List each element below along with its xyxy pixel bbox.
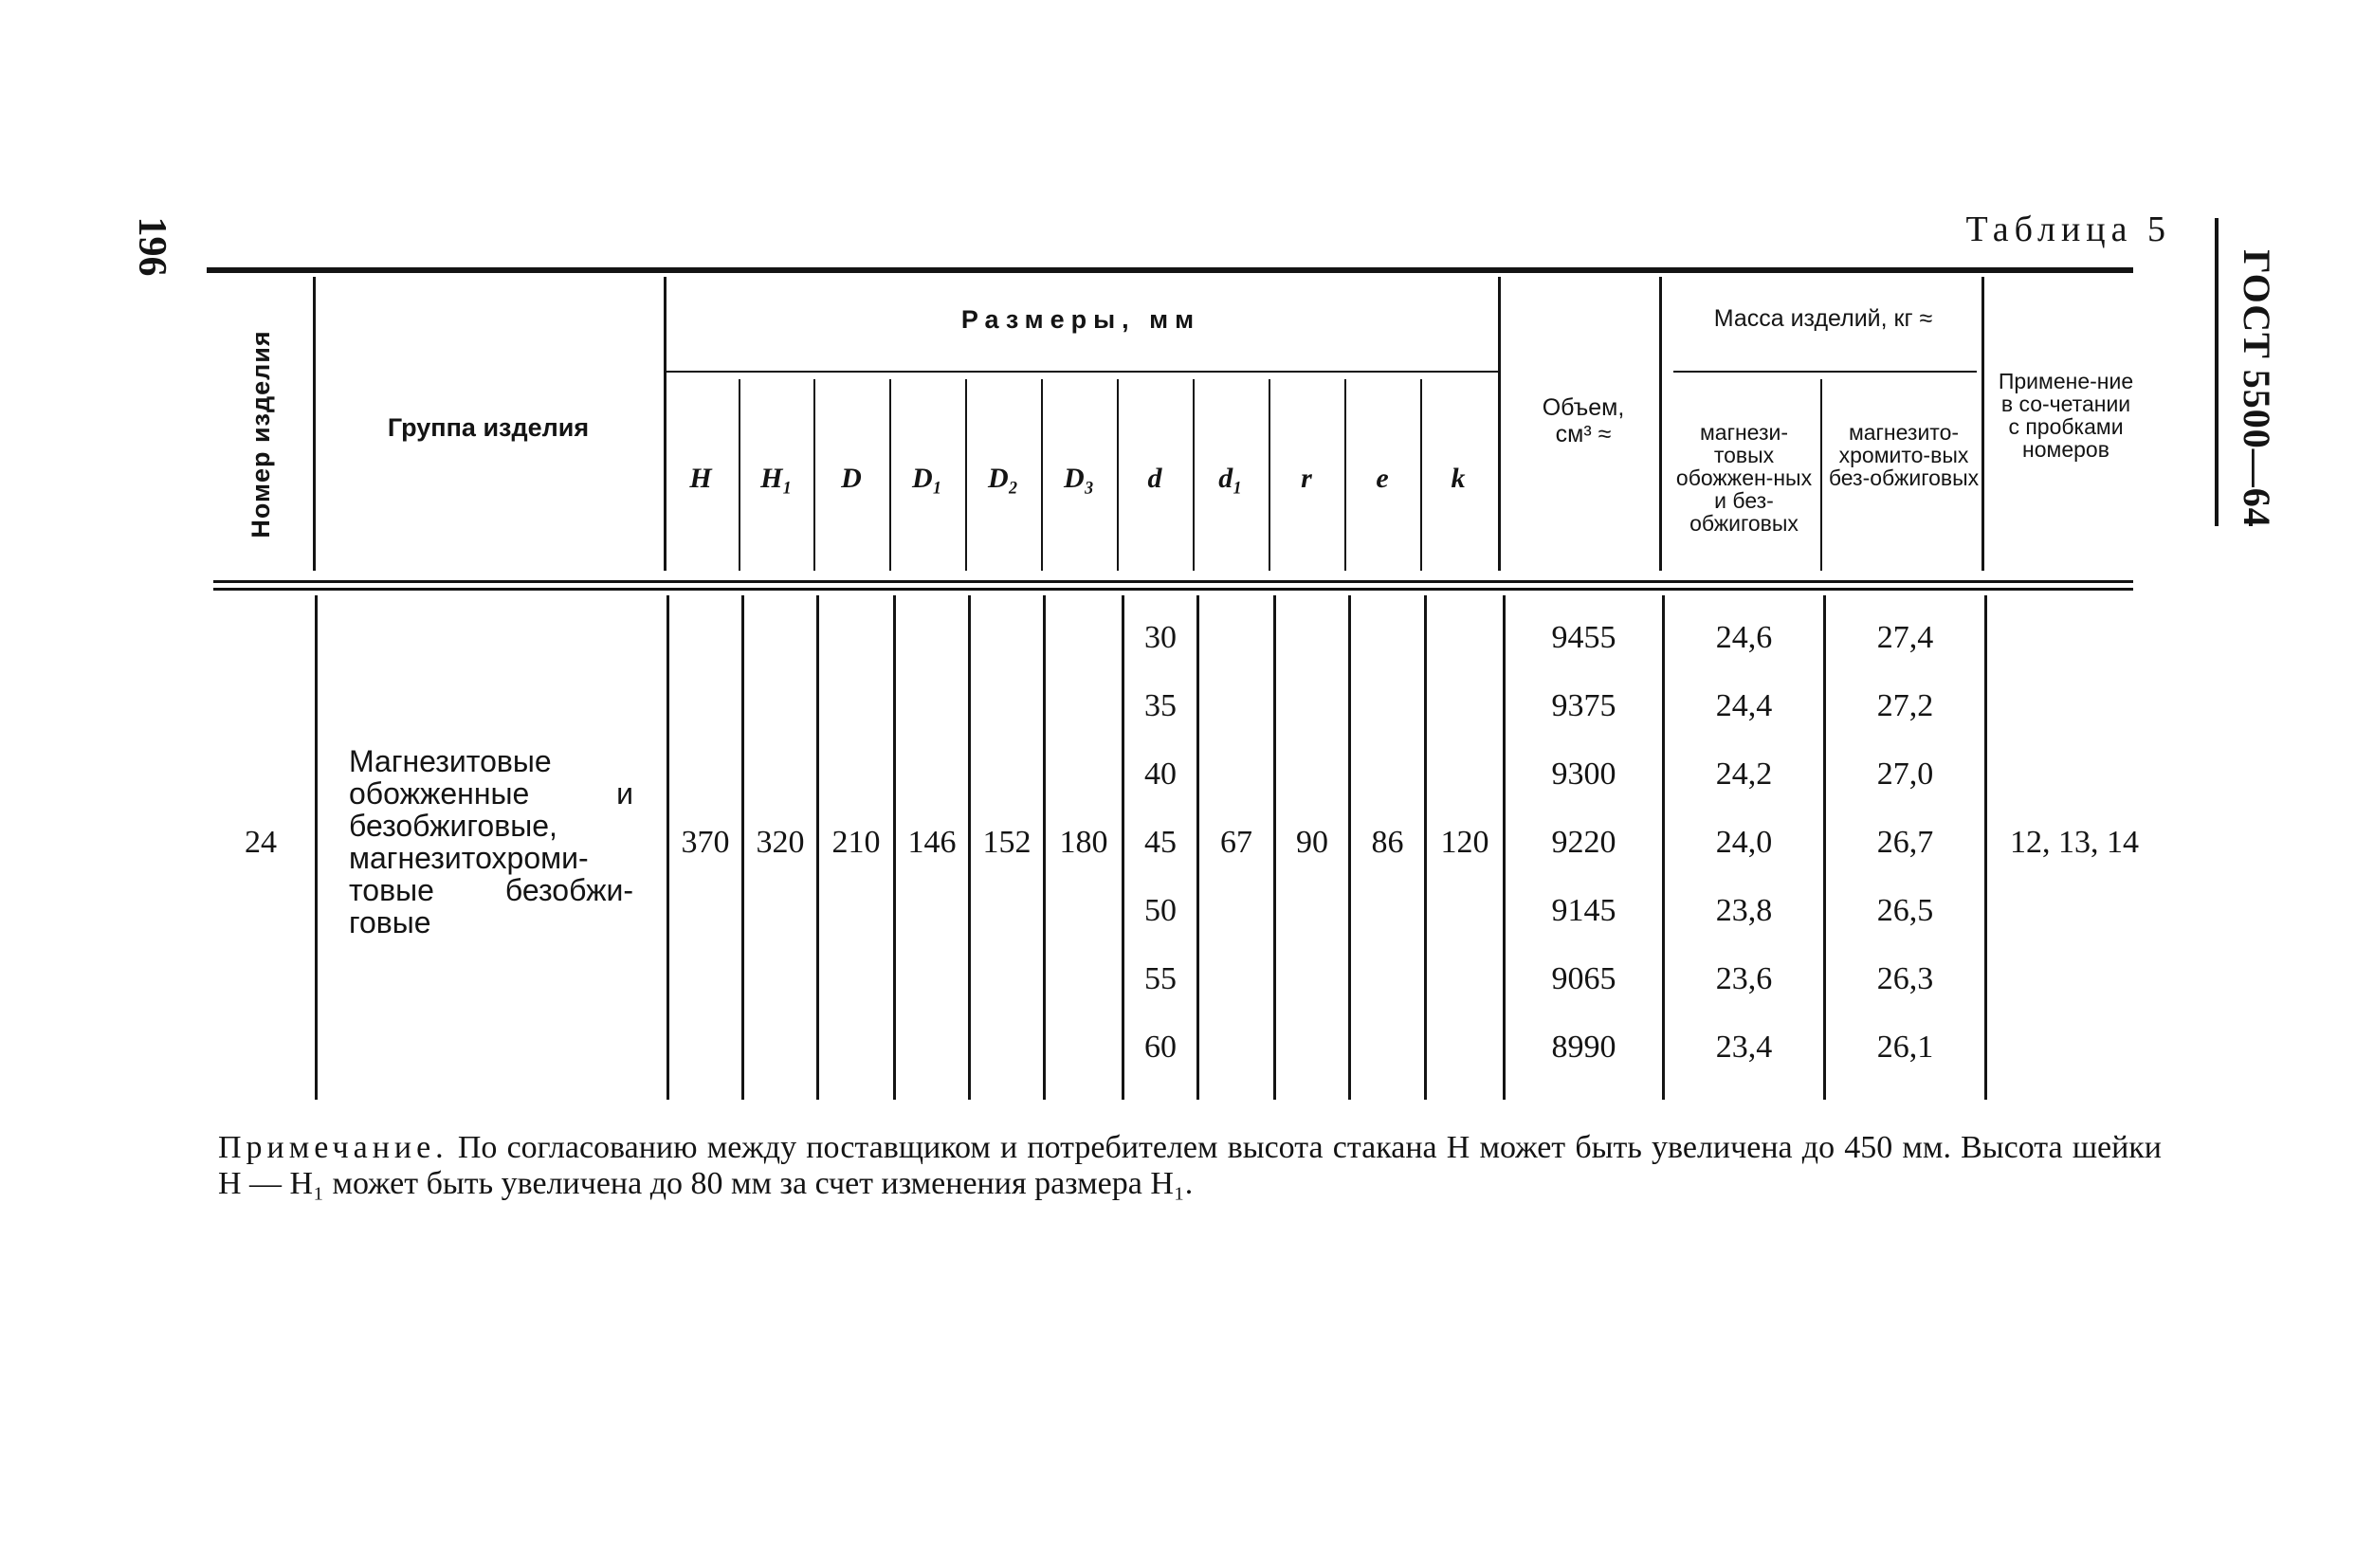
header-volume: Объем, см³ ≈ xyxy=(1542,394,1625,447)
symbol-k: k xyxy=(1451,463,1466,494)
symbol-e: e xyxy=(1376,463,1389,494)
cell-d: 30 xyxy=(1144,620,1177,655)
header-bottom-rule xyxy=(213,580,2133,583)
cell-d: 60 xyxy=(1144,1030,1177,1065)
cell-volume: 9375 xyxy=(1551,688,1616,723)
header-dimensions: Размеры, мм xyxy=(960,305,1201,334)
cell-volume: 9145 xyxy=(1551,893,1616,928)
cell-k: 120 xyxy=(1440,825,1489,860)
col-divider xyxy=(1420,379,1422,571)
symbol-D: D xyxy=(841,463,862,494)
cell-mass-magnesite: 24,6 xyxy=(1715,620,1773,655)
cell-volume: 9065 xyxy=(1551,961,1616,996)
symbol-D1: D₁ xyxy=(911,463,943,494)
header-item-number: Номер изделия xyxy=(247,330,275,538)
cell-mass-magnesite: 23,4 xyxy=(1715,1030,1773,1065)
cell-volume: 8990 xyxy=(1551,1030,1616,1065)
header-group: Группа изделия xyxy=(387,413,590,442)
header-mass-magnesite-chromite: магнезито-хромито-вых без-обжиговых xyxy=(1828,420,1980,490)
col-divider xyxy=(1344,379,1346,571)
col-divider xyxy=(1498,277,1501,571)
col-divider xyxy=(1041,379,1043,571)
col-divider xyxy=(1193,379,1195,571)
cell-mass-magnesite: 24,2 xyxy=(1715,757,1773,792)
gost-bar xyxy=(2215,218,2219,526)
cell-volume: 9300 xyxy=(1551,757,1616,792)
cell-mass-magnesite-chromite: 26,3 xyxy=(1876,961,1934,996)
col-divider xyxy=(315,595,318,1100)
cell-mass-magnesite: 23,6 xyxy=(1715,961,1773,996)
col-divider xyxy=(313,277,316,571)
cell-mass-magnesite-chromite: 26,1 xyxy=(1876,1030,1934,1065)
cell-group-name: Магнезитовые обожженные и безобжиговые, магнезитохроми-товые безобжи-говые xyxy=(349,744,633,939)
cell-mass-magnesite-chromite: 26,7 xyxy=(1876,825,1934,860)
cell-d: 50 xyxy=(1144,893,1177,928)
cell-mass-magnesite-chromite: 26,5 xyxy=(1876,893,1934,928)
cell-D1: 146 xyxy=(907,825,957,860)
cell-D2: 152 xyxy=(982,825,1032,860)
cell-D: 210 xyxy=(831,825,881,860)
cell-mass-magnesite: 24,4 xyxy=(1715,688,1773,723)
symbol-r: r xyxy=(1301,463,1312,494)
cell-volume: 9455 xyxy=(1551,620,1616,655)
cell-volume: 9220 xyxy=(1551,825,1616,860)
col-divider xyxy=(1820,379,1822,571)
cell-d: 40 xyxy=(1144,757,1177,792)
cell-H1: 320 xyxy=(756,825,805,860)
cell-D3: 180 xyxy=(1059,825,1108,860)
col-divider xyxy=(889,379,891,571)
cell-d1: 67 xyxy=(1220,825,1252,860)
col-divider xyxy=(813,379,815,571)
cell-d: 55 xyxy=(1144,961,1177,996)
cell-mass-magnesite: 24,0 xyxy=(1715,825,1773,860)
cell-mass-magnesite: 23,8 xyxy=(1715,893,1773,928)
header-mass: Масса изделий, кг ≈ xyxy=(1713,305,1933,332)
mass-sub-rule xyxy=(1673,371,1977,373)
table-caption: Таблица 5 xyxy=(1965,210,2171,249)
cell-e: 86 xyxy=(1371,825,1404,860)
cell-usage: 12, 13, 14 xyxy=(2010,825,2139,860)
cell-item-number: 24 xyxy=(245,825,277,860)
cell-d: 45 xyxy=(1144,825,1177,860)
dimensions-sub-rule xyxy=(664,371,1498,373)
col-divider xyxy=(664,277,667,571)
page-number: 196 xyxy=(130,216,173,277)
cell-mass-magnesite-chromite: 27,0 xyxy=(1876,757,1934,792)
symbol-d1: d₁ xyxy=(1218,463,1243,494)
symbol-H: H xyxy=(689,463,712,494)
col-divider xyxy=(1269,379,1270,571)
symbol-D2: D₂ xyxy=(987,463,1019,494)
col-divider xyxy=(1659,277,1662,571)
cell-r: 90 xyxy=(1296,825,1328,860)
header-usage: Примене-ние в со-четании с пробками номеров xyxy=(1998,369,2134,462)
cell-mass-magnesite-chromite: 27,2 xyxy=(1876,688,1934,723)
table-note xyxy=(218,1130,2162,1202)
col-divider xyxy=(965,379,967,571)
header-bottom-rule-2 xyxy=(213,588,2133,591)
col-divider xyxy=(1981,277,1984,571)
cell-mass-magnesite-chromite: 27,4 xyxy=(1876,620,1934,655)
note-label: Примечание. xyxy=(218,1130,448,1165)
col-divider xyxy=(1117,379,1119,571)
gost-label: ГОСТ 5500—64 xyxy=(2236,249,2278,528)
symbol-H1: H₁ xyxy=(760,463,793,494)
cell-d: 35 xyxy=(1144,688,1177,723)
header-mass-magnesite: магнези-товых обожжен-ных и без-обжиговых xyxy=(1675,420,1813,536)
symbol-d: d xyxy=(1147,463,1162,494)
table-top-rule xyxy=(207,267,2133,273)
symbol-D3: D₃ xyxy=(1063,463,1095,494)
cell-H: 370 xyxy=(681,825,730,860)
col-divider xyxy=(739,379,740,571)
note-text: По согласованию между поставщиком и потребителем высота стакана H может быть увеличена до 450 мм. Высота шейки H — H₁ может быть увеличена до 80 мм за счет изменения размера H₁. xyxy=(218,1130,2162,1201)
